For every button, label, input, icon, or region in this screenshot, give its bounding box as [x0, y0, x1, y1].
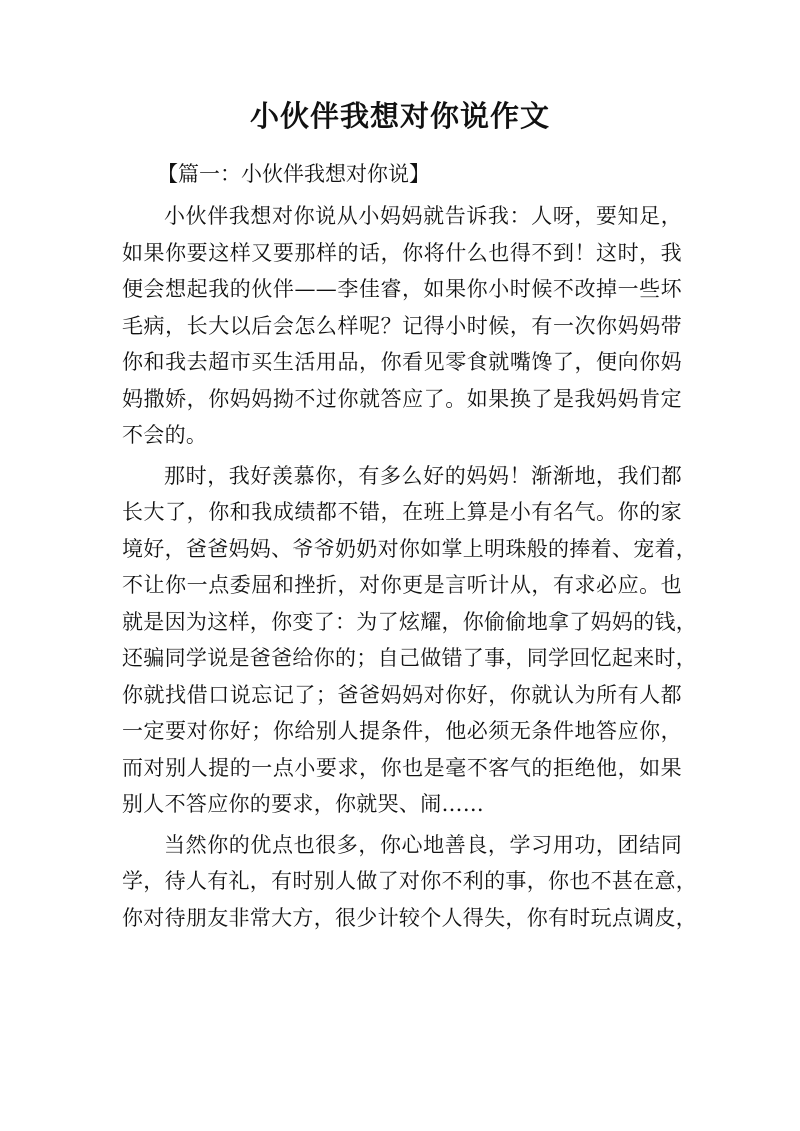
paragraph-line: 长大了，你和我成绩都不错，在班上算是小有名气。你的家 [122, 500, 682, 524]
paragraph-line: 那时，我好羡慕你，有多么好的妈妈！渐渐地，我们都 [164, 463, 682, 488]
paragraph-2 [122, 458, 698, 823]
paragraph-line: 学，待人有礼，有时别人做了对你不利的事，你也不甚在意， [122, 869, 698, 893]
paragraph-line: 不会的。 [122, 423, 208, 447]
paragraph-line: 不让你一点委屈和挫折，对你更是言听计从，有求必应。也 [122, 573, 682, 597]
document-body [122, 198, 698, 940]
paragraph-line: 还骗同学说是爸爸给你的；自己做错了事，同学回忆起来时， [122, 646, 698, 670]
paragraph-line: 小伙伴我想对你说从小妈妈就告诉我：人呀，要知足， [164, 204, 682, 228]
paragraph-line: 你对待朋友非常大方，很少计较个人得失，你有时玩点调皮， [122, 905, 698, 930]
paragraph-line: 你和我去超市买生活用品，你看见零食就嘴馋了，便向你妈 [122, 350, 682, 374]
paragraph-1 [122, 198, 682, 454]
paragraph-line: 如果你要这样又要那样的话，你将什么也得不到！这时，我 [122, 240, 682, 265]
paragraph-line: 而对别人提的一点小要求，你也是毫不客气的拒绝他，如果 [122, 755, 682, 780]
section-heading: 【篇一：小伙伴我想对你说】 [157, 162, 430, 186]
paragraph-line: 妈撒娇，你妈妈拗不过你就答应了。如果换了是我妈妈肯定 [122, 386, 682, 411]
paragraph-line: 当然你的优点也很多，你心地善良，学习用功，团结同 [164, 832, 682, 857]
paragraph-line: 毛病，长大以后会怎么样呢？记得小时候，有一次你妈妈带 [122, 313, 682, 338]
paragraph-line: 就是因为这样，你变了：为了炫耀，你偷偷地拿了妈妈的钱， [122, 609, 698, 634]
paragraph-line: 便会想起我的伙伴——李佳睿，如果你小时候不改掉一些坏 [122, 277, 682, 301]
paragraph-3 [122, 827, 698, 937]
paragraph-line: 一定要对你好；你给别人提条件，他必须无条件地答应你， [122, 719, 682, 743]
document-title: 小伙伴我想对你说作文 [249, 99, 550, 133]
paragraph-line: 境好，爸爸妈妈、爷爷奶奶对你如掌上明珠般的捧着、宠着， [122, 536, 698, 561]
paragraph-line: 你就找借口说忘记了；爸爸妈妈对你好，你就认为所有人都 [122, 682, 682, 707]
paragraph-line: 别人不答应你的要求，你就哭、闹…… [122, 792, 485, 816]
